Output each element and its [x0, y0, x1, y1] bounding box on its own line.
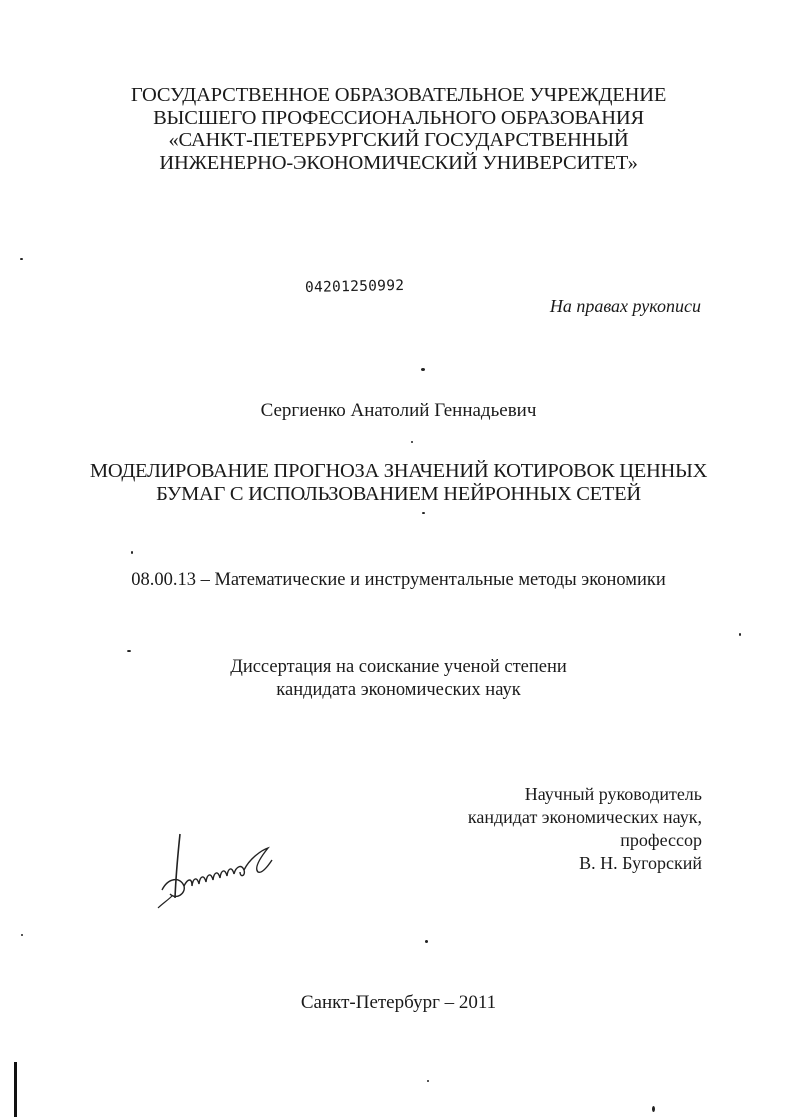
scan-speck — [20, 258, 23, 260]
registry-stamp-code: 04201250992 — [304, 277, 405, 296]
scan-speck — [421, 368, 425, 371]
city-year: Санкт-Петербург – 2011 — [300, 992, 497, 1013]
scan-speck — [422, 512, 425, 514]
scan-speck — [427, 1080, 429, 1082]
scan-edge-line — [14, 1062, 17, 1117]
scan-speck — [739, 633, 741, 636]
institution-line: «САНКТ-ПЕТЕРБУРГСКИЙ ГОСУДАРСТВЕННЫЙ — [168, 129, 629, 151]
scan-speck — [411, 441, 413, 443]
scan-speck — [425, 940, 428, 943]
supervisor-line: кандидат экономических наук, — [467, 807, 702, 827]
scan-speck — [131, 551, 133, 554]
supervisor-line: профессор — [620, 830, 702, 850]
supervisor-line: В. Н. Бугорский — [579, 853, 702, 873]
manuscript-note: На правах рукописи — [549, 296, 701, 316]
title-line: МОДЕЛИРОВАНИЕ ПРОГНОЗА ЗНАЧЕНИЙ КОТИРОВОК ЦЕННЫХ — [89, 460, 708, 482]
author-name: Сергиенко Анатолий Геннадьевич — [260, 400, 537, 421]
specialty-code: 08.00.13 – Математические и инструментальные методы экономики — [131, 570, 666, 590]
degree-line: кандидата экономических наук — [276, 680, 521, 700]
institution-line: ВЫСШЕГО ПРОФЕССИОНАЛЬНОГО ОБРАЗОВАНИЯ — [153, 106, 644, 129]
scan-speck — [652, 1106, 655, 1112]
institution-line: ИНЖЕНЕРНО-ЭКОНОМИЧЕСКИЙ УНИВЕРСИТЕТ» — [159, 151, 638, 174]
degree-statement — [0, 656, 797, 702]
degree-line: Диссертация на соискание ученой степени — [230, 657, 567, 677]
title-line: БУМАГ С ИСПОЛЬЗОВАНИЕМ НЕЙРОННЫХ СЕТЕЙ — [156, 483, 641, 505]
institution-line: ГОСУДАРСТВЕННОЕ ОБРАЗОВАТЕЛЬНОЕ УЧРЕЖДЕНИЕ — [130, 84, 667, 106]
scan-speck — [127, 650, 131, 652]
scan-speck — [21, 934, 23, 936]
institution-header — [0, 84, 797, 174]
supervisor-block — [468, 783, 702, 875]
dissertation-title — [0, 460, 797, 506]
supervisor-line: Научный руководитель — [524, 784, 702, 804]
handwritten-signature — [150, 828, 280, 913]
